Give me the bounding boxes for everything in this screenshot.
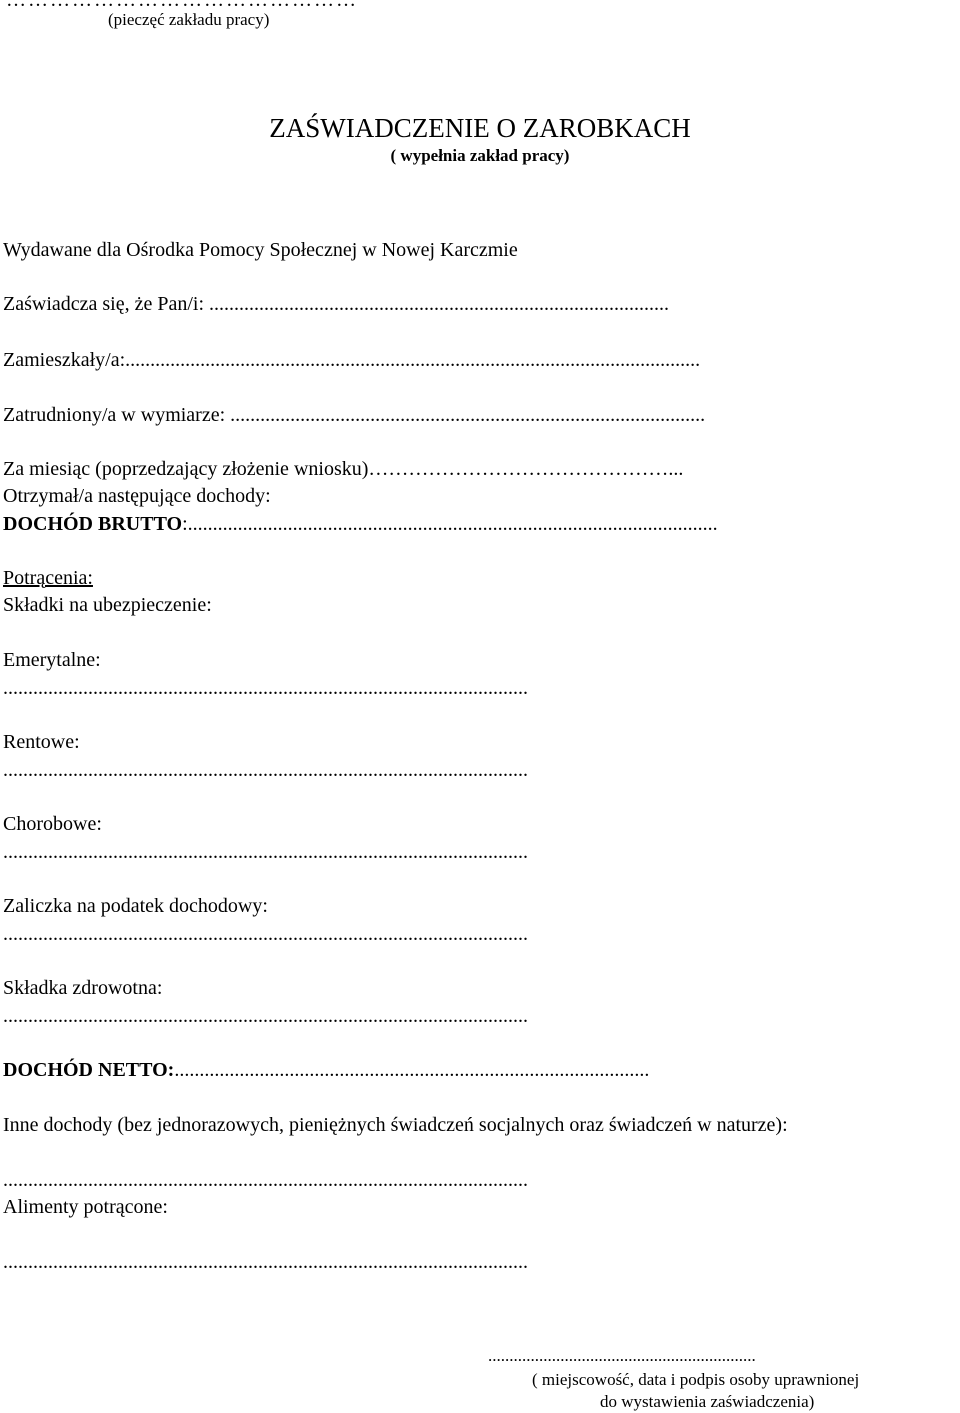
page-subtitle: ( wypełnia zakład pracy) (390, 146, 570, 165)
page-title: ZAŚWIADCZENIE O ZAROBKACH (269, 113, 691, 143)
stamp-label: (pieczęć zakładu pracy) (108, 10, 270, 29)
signature-caption-line2: do wystawienia zaświadczenia) (600, 1392, 815, 1411)
net-income-label: DOCHÓD NETTO: (3, 1059, 175, 1081)
other-income-dots: ......................................................................................................... (3, 1169, 528, 1191)
certifies-field: Zaświadcza się, że Pan/i: ............................................................................................ (3, 293, 670, 315)
employment-field: Zatrudniony/a w wymiarze: ............................................................................................... (3, 404, 706, 426)
net-income-dots: ............................................................................................... (174, 1059, 650, 1081)
disability-dots: ......................................................................................................... (3, 759, 528, 781)
pension-label: Emerytalne: (3, 649, 101, 671)
tax-label: Zaliczka na podatek dochodowy: (3, 895, 268, 917)
pension-dots: ......................................................................................................... (3, 677, 528, 699)
gross-income-dots: :.......................................................................................................... (182, 513, 718, 535)
sickness-label: Chorobowe: (3, 813, 102, 835)
stamp-dots: ………………………………………… (6, 0, 358, 11)
month-field: Za miesiąc (poprzedzający złożenie wniosku)………………………………………... (3, 458, 684, 480)
alimony-dots: ......................................................................................................... (3, 1251, 528, 1273)
received-income-label: Otrzymał/a następujące dochody: (3, 485, 271, 507)
other-income-label: Inne dochody (bez jednorazowych, pieniężnych świadczeń socjalnych oraz świadczeń w naturze): (3, 1114, 788, 1136)
net-income-row (3, 1058, 649, 1082)
signature-dots: ............................................................... (488, 1346, 756, 1365)
insurance-heading: Składki na ubezpieczenie: (3, 594, 212, 616)
issued-for-text: Wydawane dla Ośrodka Pomocy Społecznej w Nowej Karczmie (3, 239, 518, 261)
health-label: Składka zdrowotna: (3, 977, 163, 999)
sickness-dots: ......................................................................................................... (3, 841, 528, 863)
health-dots: ......................................................................................................... (3, 1005, 528, 1027)
alimony-label: Alimenty potrącone: (3, 1196, 168, 1218)
gross-income-label: DOCHÓD BRUTTO (3, 513, 183, 535)
deductions-heading: Potrącenia: (3, 567, 93, 589)
disability-label: Rentowe: (3, 731, 80, 753)
tax-dots: ......................................................................................................... (3, 923, 528, 945)
gross-income-row (3, 512, 718, 536)
residence-field: Zamieszkały/a:................................................................................................................... (3, 349, 701, 371)
signature-caption-line1: ( miejscowość, data i podpis osoby uprawnionej (532, 1370, 860, 1389)
